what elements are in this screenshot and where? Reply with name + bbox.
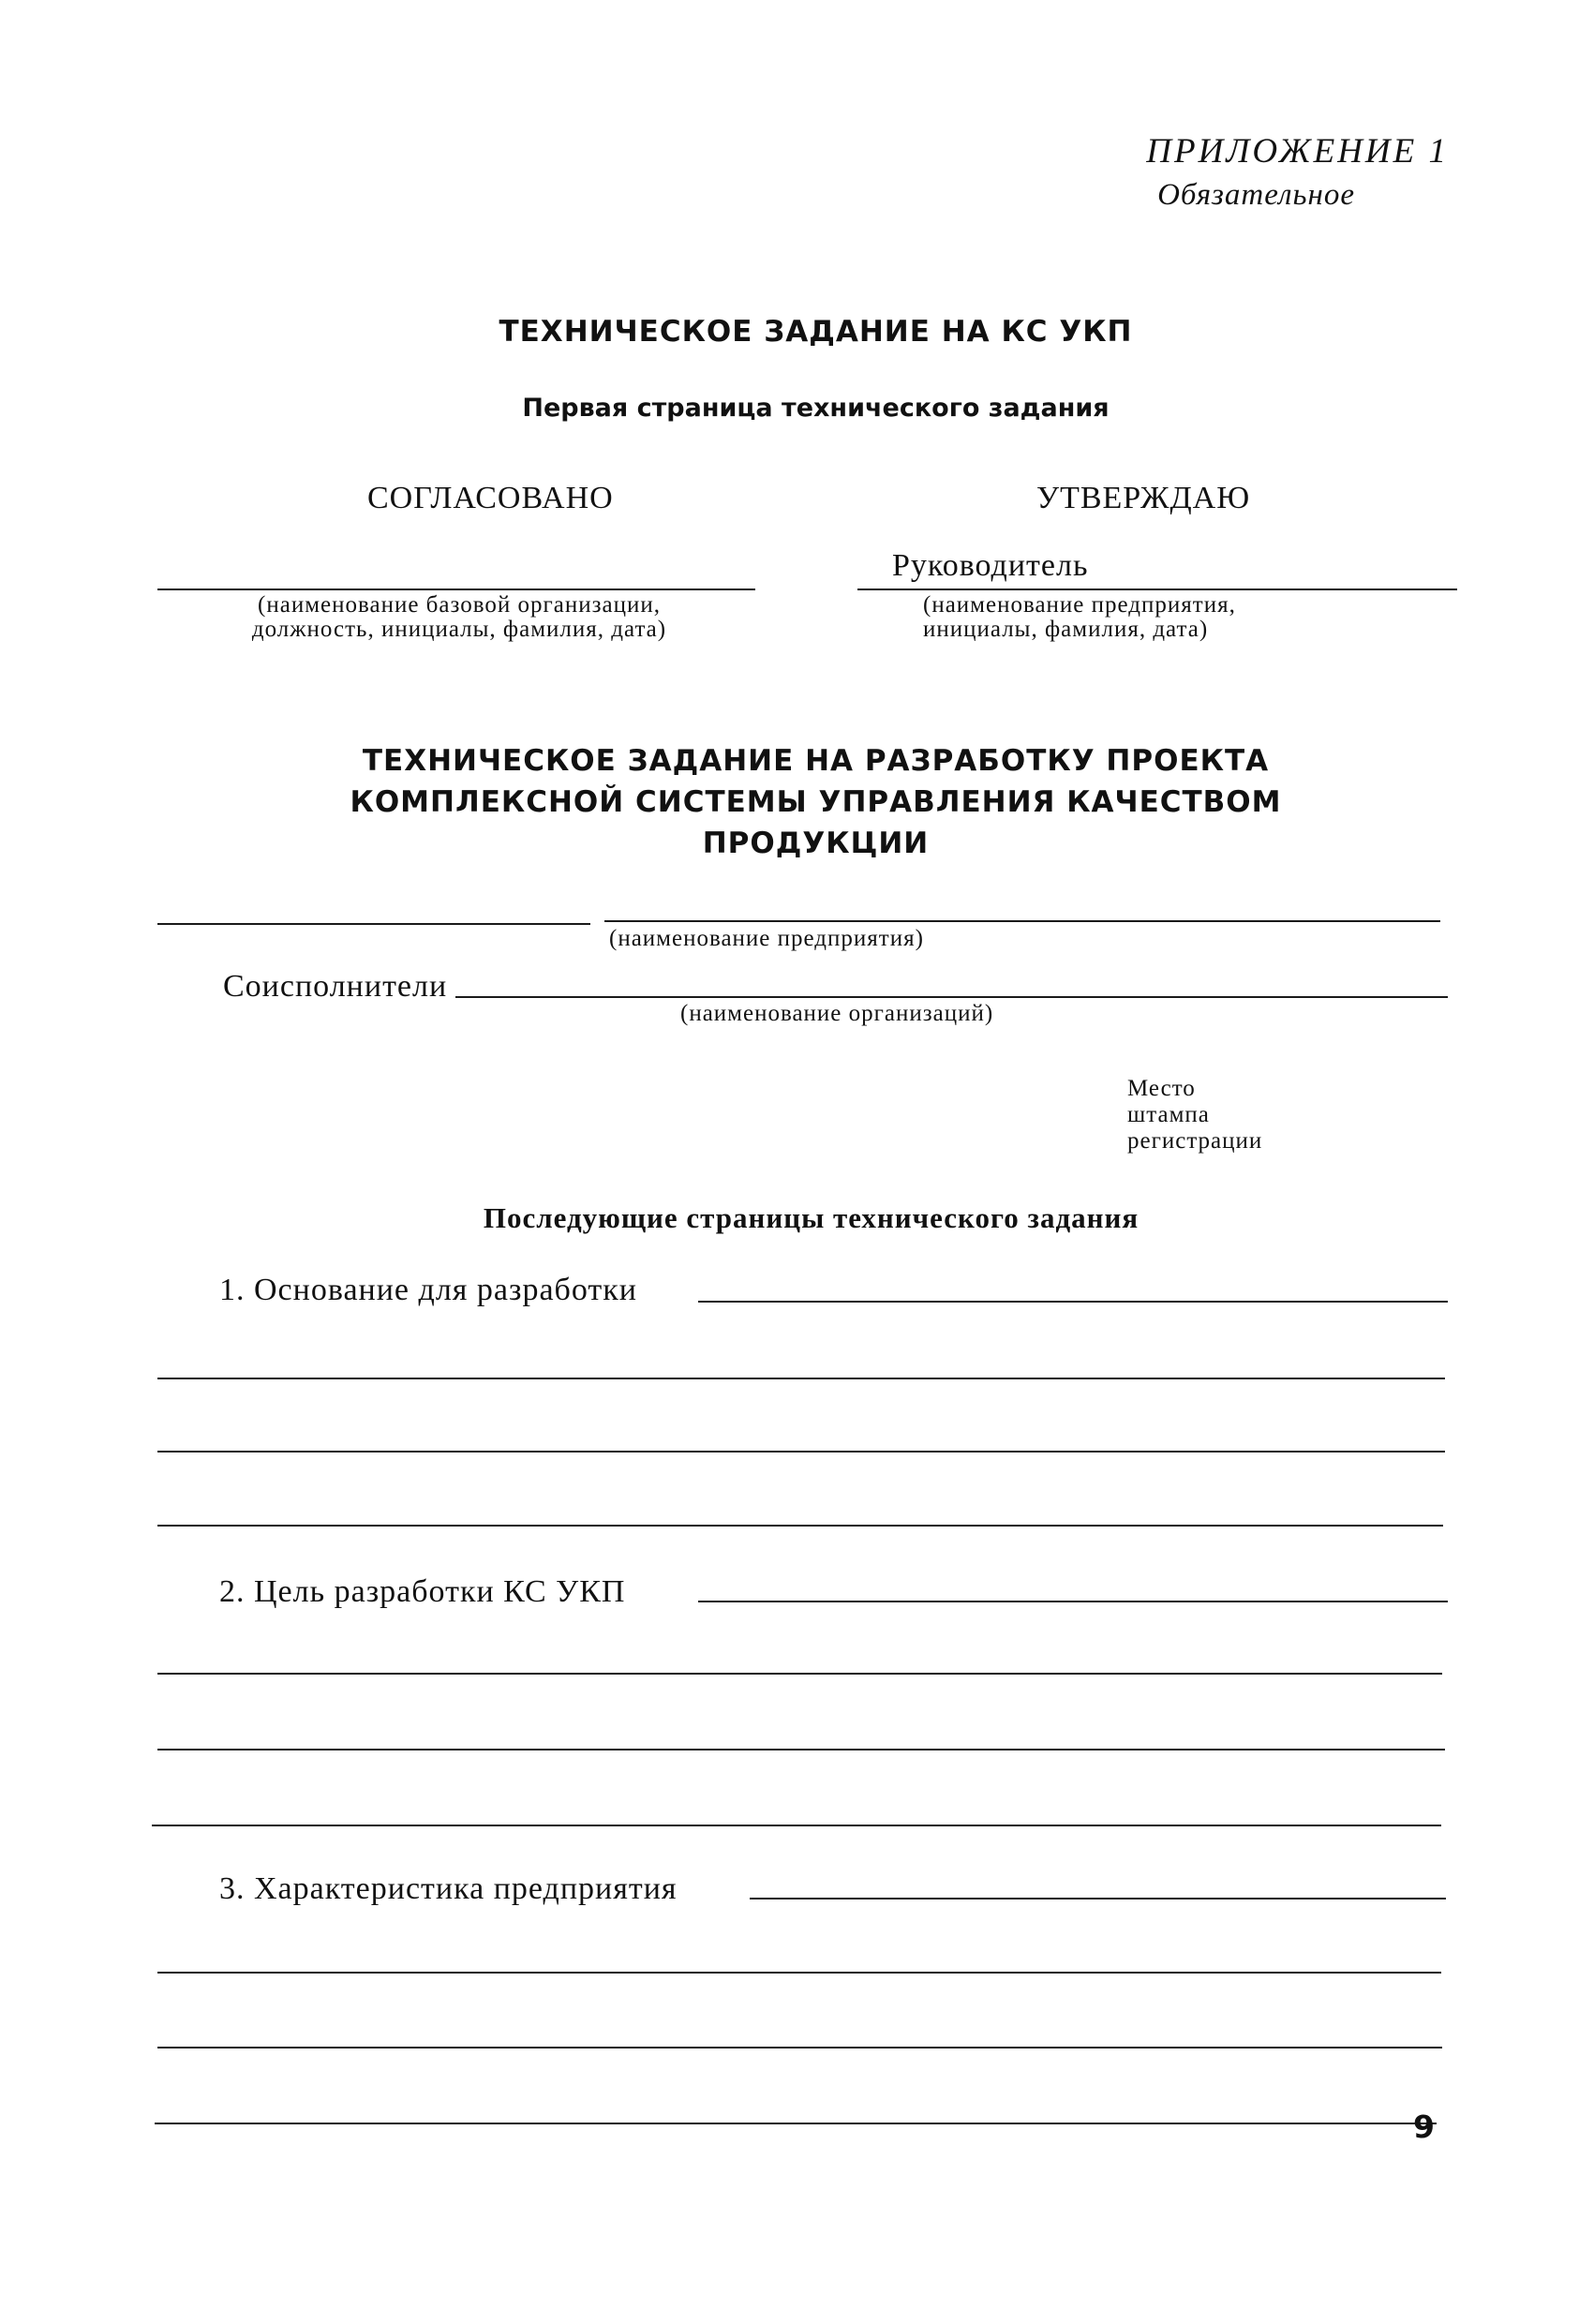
section-1-fill-line (157, 1378, 1445, 1379)
document-title-line1: ТЕХНИЧЕСКОЕ ЗАДАНИЕ НА РАЗРАБОТКУ ПРОЕКТА (362, 744, 1270, 778)
section-1-label: 1. Основание для разработки (219, 1273, 637, 1307)
organizations-note: (наименование организаций) (680, 1001, 994, 1026)
coexecutors-label: Соисполнители (223, 969, 448, 1004)
approve-note-line1: (наименование предприятия, (923, 592, 1236, 618)
section-3-fill-line (155, 2123, 1437, 2124)
page-subheading: Первая страница технического задания (522, 394, 1110, 423)
section-2-fill-line (157, 1673, 1442, 1675)
section-1-fill-line (157, 1451, 1445, 1452)
section-3-fill-line (750, 1898, 1446, 1899)
appendix-label: ПРИЛОЖЕНИЕ 1 (1146, 132, 1449, 171)
section-3-label: 3. Характеристика предприятия (219, 1871, 678, 1906)
agreed-signature-line (157, 588, 755, 590)
document-title (0, 740, 1594, 864)
document-title-line2: КОМПЛЕКСНОЙ СИСТЕМЫ УПРАВЛЕНИЯ КАЧЕСТВОМ (350, 785, 1282, 819)
appendix-status: Обязательное (1157, 178, 1355, 212)
enterprise-line-right (604, 920, 1440, 922)
agreed-label: СОГЛАСОВАНО (367, 481, 614, 515)
stamp-line2: штампа (1127, 1102, 1210, 1127)
section-2-fill-line (152, 1825, 1441, 1826)
page-heading: ТЕХНИЧЕСКОЕ ЗАДАНИЕ НА КС УКП (499, 315, 1133, 349)
coexecutors-line (455, 996, 1448, 998)
approve-note (923, 593, 1373, 642)
section-3-fill-line (157, 2047, 1442, 2048)
agreed-note-line1: (наименование базовой организации, (258, 592, 661, 618)
section-2-fill-line (157, 1749, 1445, 1750)
approve-note-line2: инициалы, фамилия, дата) (923, 617, 1209, 642)
section-1-fill-line (157, 1525, 1443, 1527)
stamp-line1: Место (1127, 1076, 1196, 1101)
enterprise-line-left (157, 923, 590, 925)
agreed-note (159, 593, 759, 642)
approve-label: УТВЕРЖДАЮ (1036, 481, 1251, 515)
enterprise-note: (наименование предприятия) (609, 926, 924, 951)
document-title-line3: ПРОДУКЦИИ (702, 827, 930, 860)
page-number: 9 (1413, 2108, 1435, 2145)
subsequent-pages-heading: Последующие страницы технического задания (483, 1201, 1140, 1234)
approve-signature-line (857, 588, 1457, 590)
head-label: Руководитель (892, 548, 1089, 583)
section-2-fill-line (698, 1601, 1448, 1602)
section-1-fill-line (698, 1301, 1448, 1303)
registration-stamp-place (1127, 1076, 1262, 1155)
agreed-note-line2: должность, инициалы, фамилия, дата) (251, 617, 667, 642)
section-3-fill-line (157, 1972, 1441, 1974)
section-2-label: 2. Цель разработки КС УКП (219, 1574, 626, 1609)
stamp-line3: регистрации (1127, 1128, 1263, 1154)
